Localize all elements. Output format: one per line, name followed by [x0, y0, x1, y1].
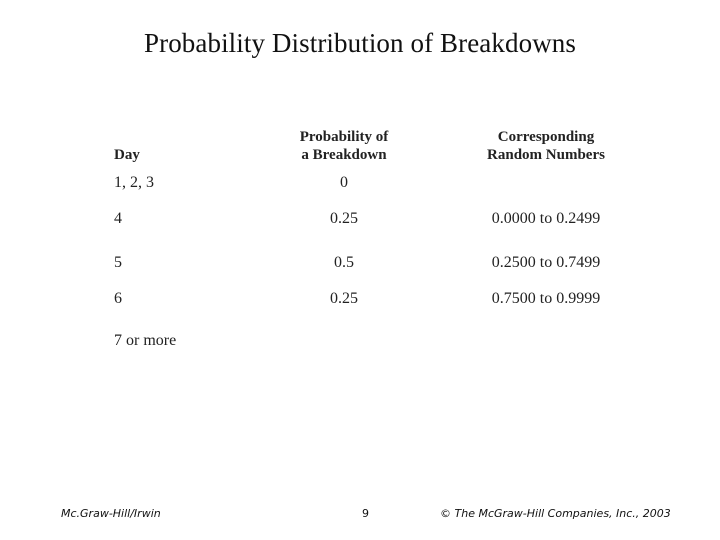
header-day: Day: [114, 147, 140, 163]
cell-random: 0.7500 to 0.9999: [491, 290, 601, 307]
cell-random: 0.2500 to 0.7499: [491, 254, 601, 271]
footer-copyright: © The McGraw-Hill Companies, Inc., 2003: [440, 507, 671, 520]
cell-probability: 0.25: [330, 210, 358, 227]
cell-probability: 0.5: [334, 254, 354, 271]
header-probability-line1: Probability of: [299, 129, 389, 145]
footer-page-number: 9: [362, 507, 369, 520]
cell-probability: 0.25: [330, 290, 358, 307]
cell-day: 7 or more: [114, 332, 177, 349]
footer-publisher: Mc.Graw-Hill/Irwin: [61, 507, 161, 520]
cell-day: 5: [114, 254, 122, 271]
header-random-numbers: [474, 128, 618, 164]
cell-probability: 0: [340, 174, 348, 191]
header-probability: [294, 128, 394, 164]
header-random-line2: Random Numbers: [487, 147, 605, 163]
cell-day: 6: [114, 290, 122, 307]
cell-random: 0.0000 to 0.2499: [491, 210, 601, 227]
header-probability-line2: a Breakdown: [301, 147, 387, 163]
slide-title: Probability Distribution of Breakdowns: [143, 28, 577, 58]
header-random-line1: Corresponding: [497, 129, 595, 145]
cell-day: 4: [114, 210, 122, 227]
cell-day: 1, 2, 3: [114, 174, 154, 191]
